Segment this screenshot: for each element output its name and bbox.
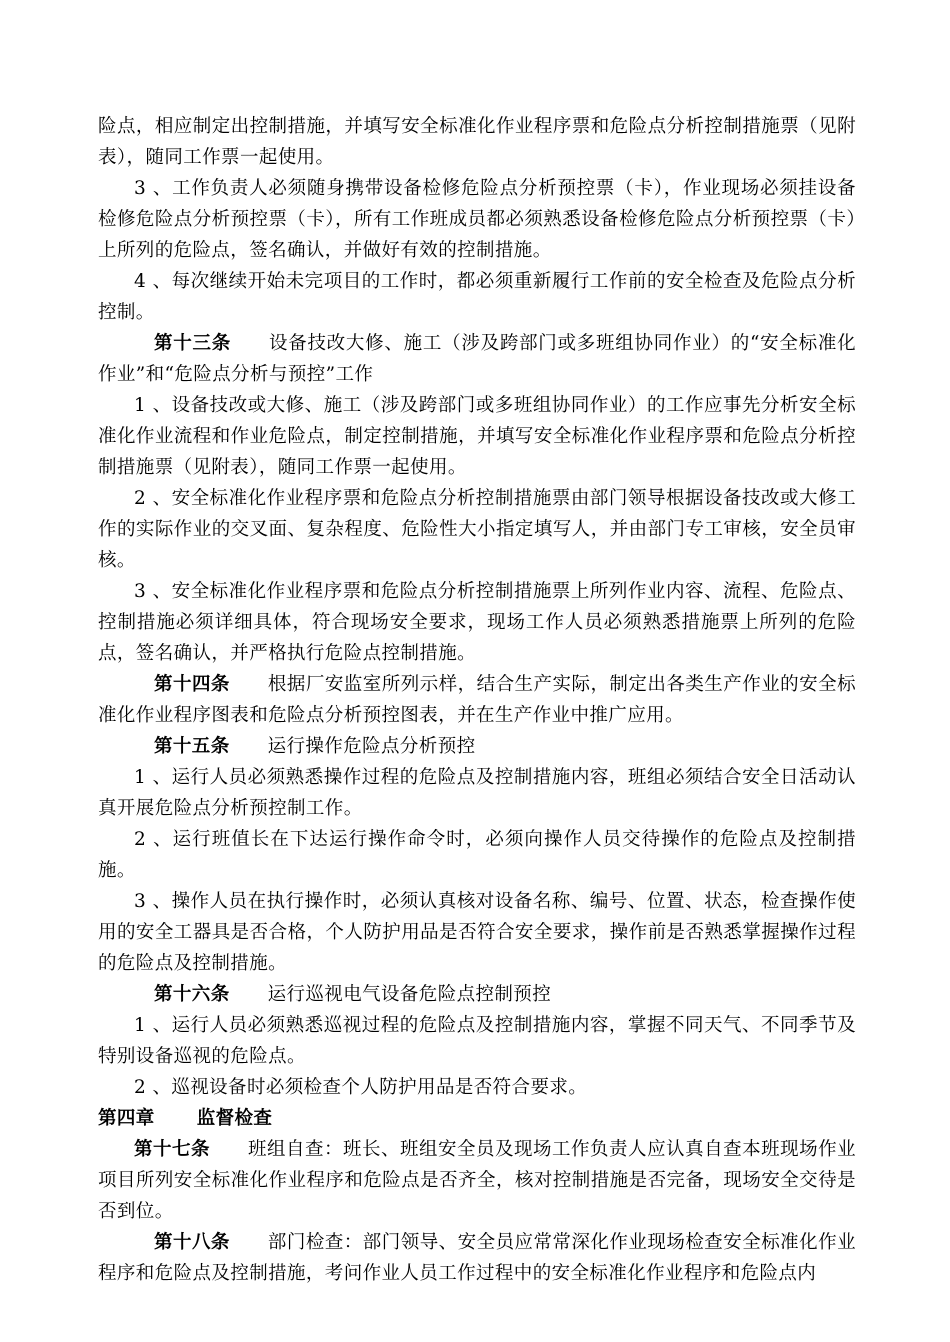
article-15-heading: 第十五条 — [154, 736, 230, 757]
article-16 — [98, 979, 856, 1010]
article-18-text: 部门检查：部门领导、安全员应常常深化作业现场检查安全标准化作业程序和危险点及控制措施，考问作业人员工作过程中的安全标准化作业程序和危险点内 — [98, 1232, 857, 1284]
document-body — [98, 111, 856, 1289]
chapter-title: 监督检查 — [196, 1108, 273, 1129]
article-13-item-2: 2 、安全标准化作业程序票和危险点分析控制措施票由部门领导根据设备技改或大修工作的实际作业的交叉面、复杂程度、危险性大小指定填写人，并由部门专工审核，安全员审核。 — [98, 488, 856, 571]
chapter-number: 第四章 — [98, 1108, 155, 1129]
article-13-item-1: 1 、设备技改或大修、施工（涉及跨部门或多班组协同作业）的工作应事先分析安全标准化作业流程和作业危险点，制定控制措施，并填写安全标准化作业程序票和危险点分析控制措施票（见附表），随同工作票一起使用。 — [98, 395, 856, 478]
article-13-heading: 第十三条 — [154, 333, 231, 354]
article-13-text: 设备技改大修、施工（涉及跨部门或多班组协同作业）的“安全标准化作业”和“危险点分析与预控”工作 — [98, 333, 856, 385]
paragraph-continuation: 险点，相应制定出控制措施，并填写安全标准化作业程序票和危险点分析控制措施票（见附表），随同工作票一起使用。 — [98, 116, 856, 168]
article-15 — [98, 731, 856, 762]
chapter-heading — [98, 1103, 856, 1134]
article-17-heading: 第十七条 — [134, 1139, 211, 1160]
article-15-item-3: 3 、操作人员在执行操作时，必须认真核对设备名称、编号、位置、状态，检查操作使用的安全工器具是否合格，个人防护用品是否符合安全要求，操作前是否熟悉掌握操作过程的危险点及控制措施。 — [98, 891, 856, 974]
article-18 — [98, 1227, 856, 1289]
article-14-text: 根据厂安监室所列示样，结合生产实际，制定出各类生产作业的安全标准化作业程序图表和危险点分析预控图表，并在生产作业中推广应用。 — [98, 674, 857, 726]
article-16-heading: 第十六条 — [154, 984, 230, 1005]
article-13 — [98, 328, 856, 390]
article-13-item-3: 3 、安全标准化作业程序票和危险点分析控制措施票上所列作业内容、流程、危险点、控制措施必须详细具体，符合现场安全要求，现场工作人员必须熟悉措施票上所列的危险点，签名确认，并严格执行危险点控制措施。 — [98, 581, 856, 664]
paragraph-item-3: 3 、工作负责人必须随身携带设备检修危险点分析预控票（卡），作业现场必须挂设备检修危险点分析预控票（卡），所有工作班成员都必须熟悉设备检修危险点分析预控票（卡）上所列的危险点，签名确认，并做好有效的控制措施。 — [98, 178, 856, 261]
article-15-item-1: 1 、运行人员必须熟悉操作过程的危险点及控制措施内容，班组必须结合安全日活动认真开展危险点分析预控制工作。 — [98, 767, 856, 819]
article-16-item-2: 2 、巡视设备时必须检查个人防护用品是否符合要求。 — [134, 1077, 588, 1098]
article-18-heading: 第十八条 — [154, 1232, 230, 1253]
article-16-text: 运行巡视电气设备危险点控制预控 — [267, 984, 552, 1005]
article-14 — [98, 669, 856, 731]
article-15-item-2: 2 、运行班值长在下达运行操作命令时，必须向操作人员交待操作的危险点及控制措施。 — [98, 829, 856, 881]
article-15-text: 运行操作危险点分析预控 — [267, 736, 476, 757]
article-14-heading: 第十四条 — [154, 674, 230, 695]
paragraph-item-4: 4 、每次继续开始未完项目的工作时，都必须重新履行工作前的安全检查及危险点分析控制。 — [98, 271, 856, 323]
article-17-text: 班组自查：班长、班组安全员及现场工作负责人应认真自查本班现场作业项目所列安全标准化作业程序和危险点是否齐全，核对控制措施是否完备，现场安全交待是否到位。 — [98, 1139, 856, 1222]
article-17 — [98, 1134, 856, 1227]
article-16-item-1: 1 、运行人员必须熟悉巡视过程的危险点及控制措施内容，掌握不同天气、不同季节及特别设备巡视的危险点。 — [98, 1015, 856, 1067]
